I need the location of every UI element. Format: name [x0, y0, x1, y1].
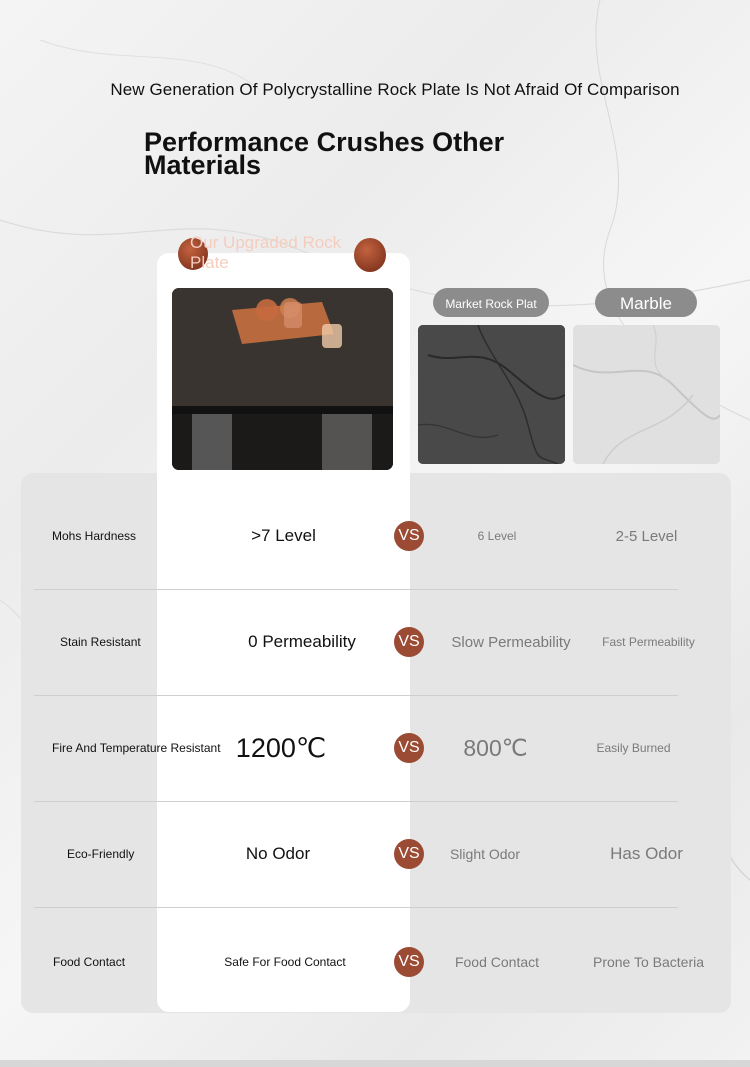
vs-badge: VS: [394, 627, 424, 657]
marble-value: Has Odor: [610, 844, 683, 863]
ours-value: No Odor: [245, 844, 311, 863]
row-label: Stain Resistant: [60, 635, 141, 649]
marble-value: Easily Burned: [596, 741, 671, 755]
row-divider: [34, 907, 678, 908]
vs-badge: VS: [394, 947, 424, 977]
our-product-label: Our Upgraded Rock Plate: [190, 233, 342, 272]
marble-label: Marble: [595, 288, 697, 317]
comparison-subtitle: New Generation Of Polycrystalline Rock Plate Is Not Afraid Of Comparison: [110, 80, 680, 99]
row-label: Mohs Hardness: [52, 529, 137, 543]
our-rock-plate-table-photo: [172, 288, 393, 470]
row-label: Fire And Temperature Resistant: [52, 741, 221, 755]
marble-swatch: [573, 325, 720, 464]
vs-badge: VS: [394, 733, 424, 763]
market-value: Slight Odor: [449, 846, 521, 862]
table-row: [0, 909, 750, 1015]
marble-value: Fast Permeability: [602, 635, 695, 649]
market-rock-plate-swatch: [418, 325, 565, 464]
ours-value: 0 Permeability: [248, 632, 356, 651]
marble-value: 2-5 Level: [615, 527, 678, 545]
table-row: [0, 589, 750, 695]
row-label: Food Contact: [53, 955, 126, 969]
market-value: 6 Level: [477, 529, 517, 543]
ours-value: 1200℃: [235, 732, 327, 763]
page-title: Performance Crushes Other Materials: [144, 127, 505, 180]
marble-value: Prone To Bacteria: [592, 954, 705, 970]
table-row: [0, 695, 750, 801]
market-value: 800℃: [463, 734, 528, 761]
vs-badge: VS: [394, 839, 424, 869]
market-value: Food Contact: [454, 954, 540, 970]
table-row: [0, 483, 750, 589]
row-label: Eco-Friendly: [67, 847, 135, 861]
ours-value: Safe For Food Contact: [224, 955, 346, 969]
bottom-strip: [0, 1060, 750, 1067]
market-rock-plate-label: Market Rock Plat: [433, 288, 549, 317]
vs-badge: VS: [394, 521, 424, 551]
table-row: [0, 801, 750, 907]
ours-value: >7 Level: [251, 526, 316, 545]
market-value: Slow Permeability: [451, 633, 571, 651]
